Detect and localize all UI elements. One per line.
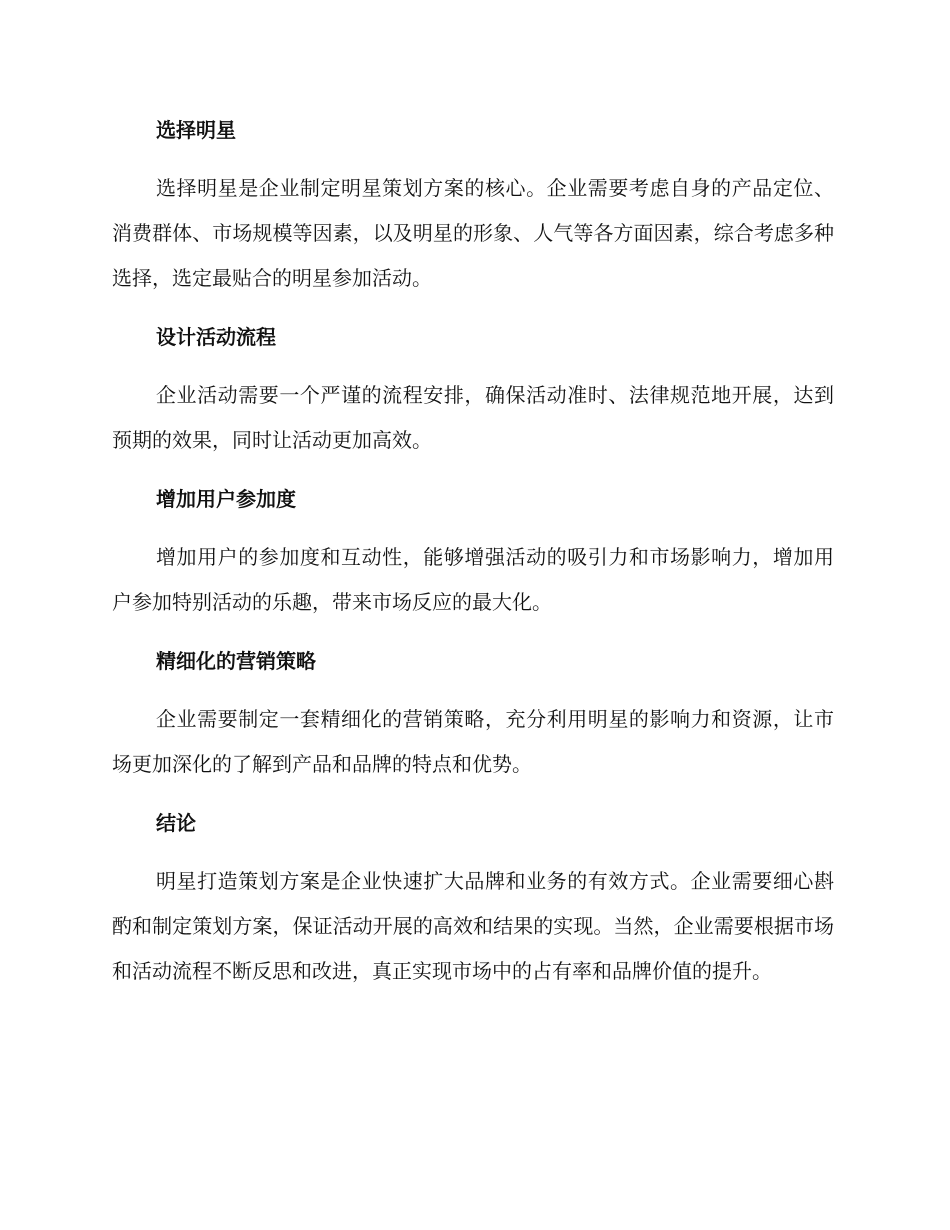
section-heading-marketing-strategy: 精细化的营销策略 [156, 649, 316, 673]
document-content [112, 108, 834, 994]
section-body-conclusion: 明星打造策划方案是企业快速扩大品牌和业务的有效方式。企业需要细心斟酌和制定策划方案，保证活动开展的高效和结果的实现。当然，企业需要根据市场和活动流程不断反思和改进，真正实现市场中的占有率和品牌价值的提升。 [112, 869, 834, 983]
section-heading-conclusion: 结论 [156, 811, 196, 835]
section-body-user-participation: 增加用户的参加度和互动性，能够增强活动的吸引力和市场影响力，增加用户参加特别活动的乐趣，带来市场反应的最大化。 [112, 545, 834, 614]
section-heading-user-participation: 增加用户参加度 [156, 487, 296, 511]
section-heading-design-flow: 设计活动流程 [156, 325, 276, 349]
section-body-select-star: 选择明星是企业制定明星策划方案的核心。企业需要考虑自身的产品定位、消费群体、市场规模等因素，以及明星的形象、人气等各方面因素，综合考虑多种选择，选定最贴合的明星参加活动。 [112, 176, 834, 290]
section-heading-select-star: 选择明星 [156, 118, 236, 142]
section-body-design-flow: 企业活动需要一个严谨的流程安排，确保活动准时、法律规范地开展，达到预期的效果，同时让活动更加高效。 [112, 383, 834, 452]
section-body-marketing-strategy: 企业需要制定一套精细化的营销策略，充分利用明星的影响力和资源，让市场更加深化的了解到产品和品牌的特点和优势。 [112, 707, 834, 776]
